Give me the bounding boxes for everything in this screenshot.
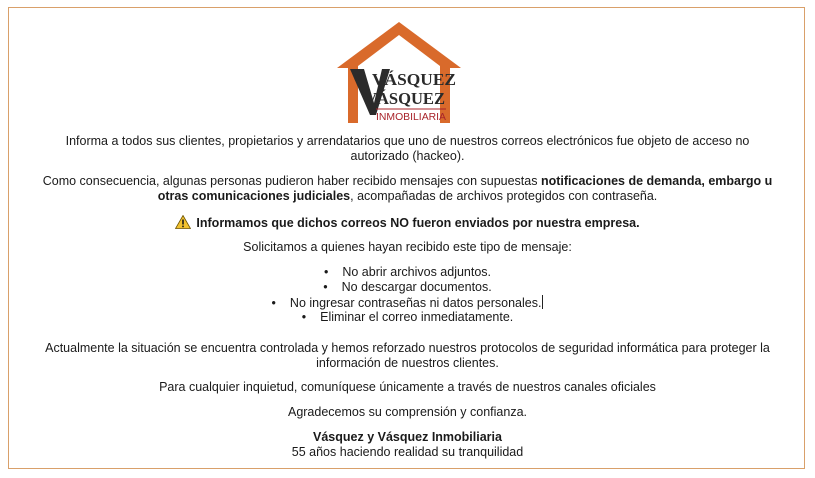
text-cursor <box>542 295 543 309</box>
contact-line: Para cualquier inquietud, comuníquese únicamente a través de nuestros canales oficiales <box>159 380 656 394</box>
logo-line3: INMOBILIARIA <box>376 112 447 123</box>
logo-line1: VÁSQUEZ <box>372 70 456 89</box>
consequence-bold-1: notificaciones de demanda, embargo u <box>540 174 773 188</box>
tagline: 55 años haciendo realidad su tranquilidad <box>291 445 524 459</box>
company-logo <box>336 21 462 125</box>
logo-ampersand: & <box>354 72 364 84</box>
list-item: • No descargar documentos. <box>323 280 492 294</box>
consequence-text-end: , acompañadas de archivos protegidos con contraseña. <box>350 189 658 203</box>
consequence-text-start: Como consecuencia, algunas personas pudieron haber recibido mensajes con supuestas <box>42 174 541 188</box>
warning-text: Informamos que dichos correos NO fueron enviados por nuestra empresa. <box>196 216 640 230</box>
consequence-line-2 <box>12 189 803 204</box>
list-item: • Eliminar el correo inmediatamente. <box>301 310 514 324</box>
warning-triangle-icon <box>175 215 191 229</box>
thanks-line: Agradecemos su comprensión y confianza. <box>287 405 527 419</box>
list-item: • No abrir archivos adjuntos. <box>323 265 492 279</box>
intro-line-2: autorizado (hackeo). <box>350 149 465 163</box>
warning-line <box>12 215 803 231</box>
consequence-line-1 <box>12 174 803 189</box>
signature: Vásquez y Vásquez Inmobiliaria <box>313 430 502 444</box>
list-item: • No ingresar contraseñas ni datos personales. <box>271 296 542 310</box>
intro-line-1: Informa a todos sus clientes, propietarios y arrendatarios que uno de nuestros correos electrónicos fue objeto de acceso no <box>65 134 750 148</box>
status-line-1: Actualmente la situación se encuentra controlada y hemos reforzado nuestros protocolos de seguridad informática para proteger la <box>45 341 770 355</box>
status-line-2: información de nuestros clientes. <box>316 356 499 370</box>
request-line: Solicitamos a quienes hayan recibido este tipo de mensaje: <box>243 240 572 254</box>
logo-line2: VÁSQUEZ <box>365 89 445 108</box>
consequence-bold-2: otras comunicaciones judiciales <box>157 189 351 203</box>
